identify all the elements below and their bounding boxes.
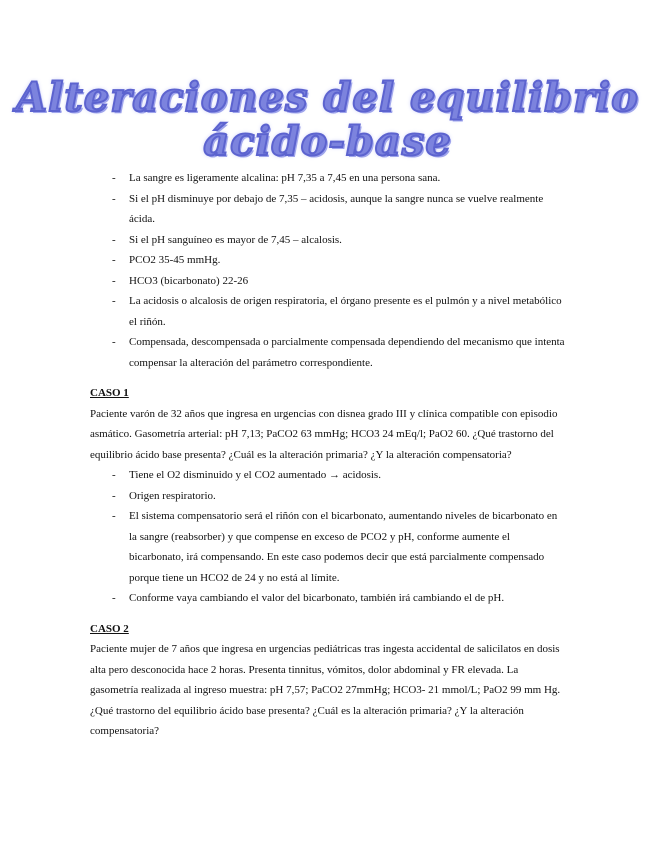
page-title-line-1: Alteraciones del equilibrio (16, 74, 639, 121)
case-1-text: Paciente varón de 32 años que ingresa en urgencias con disnea grado III y clínica compatible con episodio asmático. Gasometría arterial: pH 7,13; PaCO2 63 mmHg; HCO3 24 mEq/l; PaO2 60. ¿Qué trastorno del equilibrio ácido base presenta? ¿Cuál es la alteración primaria? ¿Y la alteración compensatoria? (90, 407, 558, 461)
document-body (90, 168, 565, 742)
case-2-text: Paciente mujer de 7 años que ingresa en urgencias pediátricas tras ingesta accidental de salicilatos en dosis alta pero desconocida hace 2 horas. Presenta tinnitus, vómitos, dolor abdominal y FR elevada. La gasometría realizada al ingreso muestra: pH 7,57; PaCO2 27mmHg; HCO3- 21 mmol/L; PaO2 99 mm Hg. ¿Qué trastorno del equilibrio ácido base presenta? ¿Cuál es la alteración primaria? ¿Y la alteración compensatoria? (90, 643, 561, 737)
intro-list (90, 168, 565, 373)
case-2-heading: CASO 2 (90, 622, 129, 635)
list-item: - La sangre es ligeramente alcalina: pH 7,35 a 7,45 en una persona sana. (90, 168, 565, 189)
list-item: - Si el pH sanguíneo es mayor de 7,45 – alcalosis. (90, 230, 565, 251)
case-1-heading: CASO 1 (90, 387, 129, 399)
page-title-line-2: ácido-base (203, 118, 452, 165)
list-item: - Origen respiratorio. (90, 486, 565, 507)
list-item: - La acidosis o alcalosis de origen respiratoria, el órgano presente es el pulmón y a nivel metabólico el riñón. (90, 291, 565, 332)
list-item: - El sistema compensatorio será el riñón con el bicarbonato, aumentando niveles de bicarbonato en la sangre (reabsorber) y que compense en exceso de PCO2 y pH, conforme aumente el bicarbonato, irá compensando. En este caso podemos decir que está parcialmente compensado porque tiene un HCO2 de 24 y no está al límite. (90, 506, 565, 588)
list-item: - PCO2 35-45 mmHg. (90, 250, 565, 271)
list-item: - Compensada, descompensada o parcialmente compensada dependiendo del mecanismo que intenta compensar la alteración del parámetro correspondiente. (90, 332, 565, 373)
list-item: - Tiene el O2 disminuido y el CO2 aumentado → acidosis. (90, 465, 565, 486)
list-item: - HCO3 (bicarbonato) 22-26 (90, 271, 565, 292)
list-item: - Si el pH disminuye por debajo de 7,35 – acidosis, aunque la sangre nunca se vuelve realmente ácida. (90, 189, 565, 230)
list-item: - Conforme vaya cambiando el valor del bicarbonato, también irá cambiando el de pH. (90, 588, 565, 609)
case-1-list (90, 465, 565, 609)
